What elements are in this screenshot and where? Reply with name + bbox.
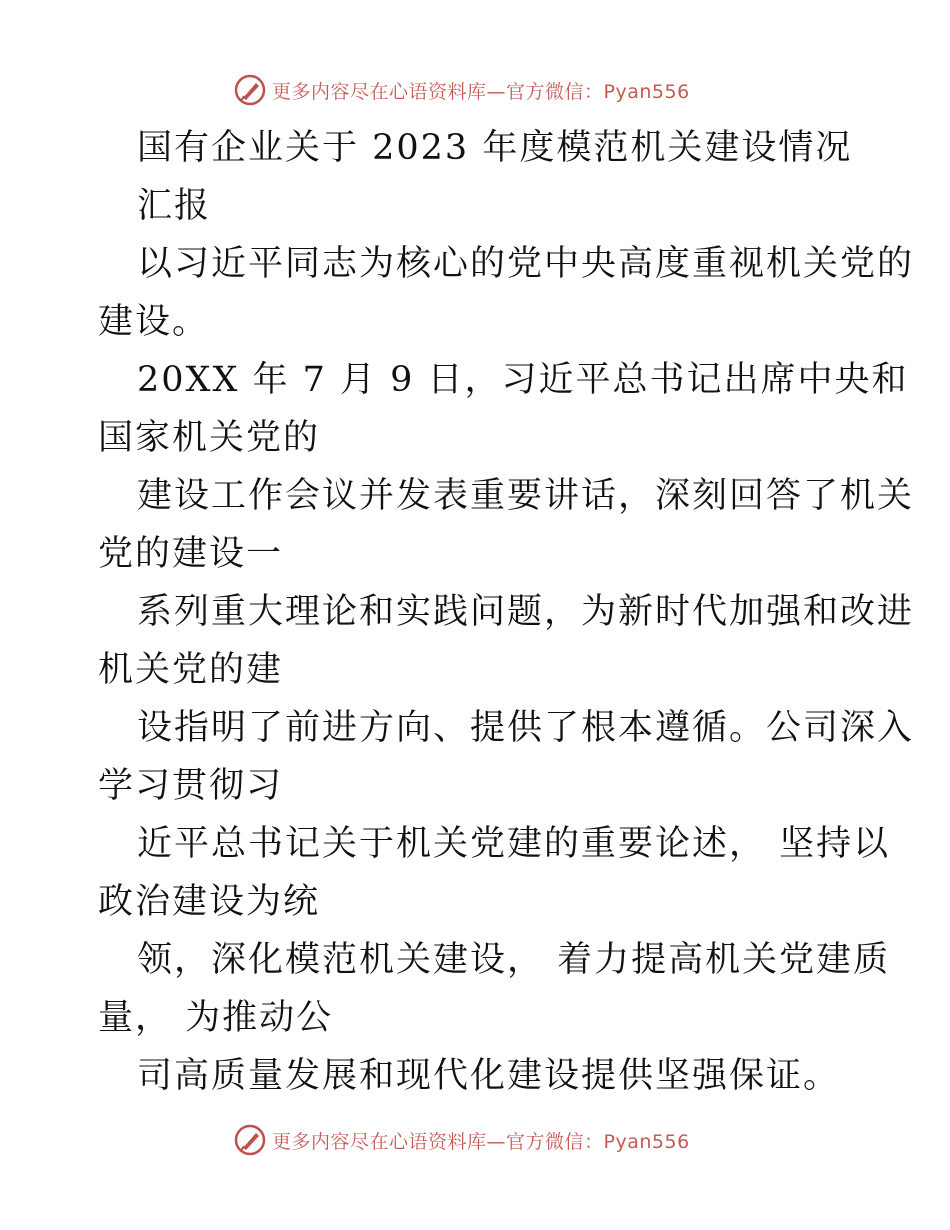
doc-paragraph-line: 国家机关党的	[98, 418, 321, 458]
header-banner-text: 更多内容尽在心语资料库—官方微信：Pyan556	[272, 80, 690, 103]
doc-paragraph-line: 量， 为推动公	[98, 998, 334, 1038]
quill-logo-icon	[234, 1124, 266, 1156]
footer-banner-text: 更多内容尽在心语资料库—官方微信：Pyan556	[272, 1130, 690, 1153]
doc-paragraph-line: 建设工作会议并发表重要讲话，深刻回答了机关	[137, 476, 915, 516]
quill-logo-icon	[234, 74, 266, 106]
doc-paragraph-line: 20XX 年 7 月 9 日，习近平总书记出席中央和	[137, 360, 909, 400]
doc-paragraph-line: 系列重大理论和实践问题，为新时代加强和改进	[137, 592, 915, 632]
doc-title-line-2: 汇报	[137, 186, 212, 226]
doc-paragraph-line: 党的建设一	[98, 534, 284, 574]
doc-title-line-1: 国有企业关于 2023 年度模范机关建设情况	[137, 128, 853, 168]
doc-paragraph-line: 领，深化模范机关建设， 着力提高机关党建质	[137, 940, 891, 980]
header-banner	[234, 72, 690, 108]
doc-paragraph-line: 政治建设为统	[98, 882, 321, 922]
doc-paragraph-line: 以习近平同志为核心的党中央高度重视机关党的	[137, 244, 915, 284]
footer-banner	[234, 1122, 690, 1158]
doc-paragraph-line: 近平总书记关于机关党建的重要论述， 坚持以	[137, 824, 891, 864]
doc-paragraph-line: 设指明了前进方向、提供了根本遵循。公司深入	[137, 708, 915, 748]
doc-paragraph-line: 建设。	[98, 302, 210, 342]
doc-paragraph-line: 机关党的建	[98, 650, 284, 690]
doc-paragraph-line: 司高质量发展和现代化建设提供坚强保证。	[137, 1056, 841, 1096]
doc-paragraph-line: 学习贯彻习	[98, 766, 284, 806]
